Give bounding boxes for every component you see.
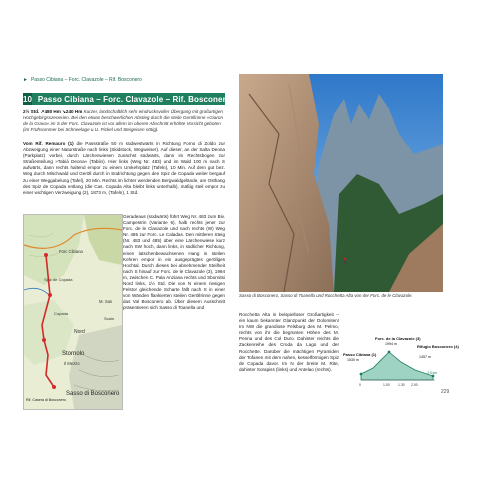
profile-tick: 2.00 <box>411 383 418 387</box>
profile-tick: 0 <box>359 383 361 387</box>
body-text-right <box>239 312 339 373</box>
profile-right-label: Rifugio Bosconero (4) <box>417 344 459 349</box>
map-label: Sasso di Bosconero <box>66 391 120 397</box>
map-label: Copada <box>54 311 69 316</box>
tour-stats: 2½ Std. ↗480 Hm ↘240 Hm <box>23 109 83 114</box>
tour-description: Kurzer, landschaftlich sehr eindrucksvoller Übergang mit großartigen Hochgebirgsszenerien. Bei den etwas beschwerlichen Abstieg durch die steile Geröllrinne »Giaron de la Grava« im S der Forc. Clavazole ist vor allem im oberen Abschnitt erhöhte Vorsicht geboten (im Frühsommer bei Schneelage u.U. Pickel und Steigeisen nötig). <box>23 109 224 132</box>
tour-number: 10 <box>23 94 32 104</box>
elevation-profile <box>343 334 459 390</box>
map-label: Il Mezzo <box>64 361 80 366</box>
map-label: Nord <box>74 329 85 335</box>
elevation-profile-graphic <box>343 334 459 390</box>
mountain-photo <box>239 74 443 292</box>
tour-title: Passo Cibiana – Forc. Clavazole – Rif. Bosconero <box>37 94 231 104</box>
page-number: 229 <box>441 389 450 395</box>
profile-tick: 1.30 <box>398 383 405 387</box>
map-label: Stornolo <box>62 351 85 357</box>
route-map <box>23 214 123 410</box>
paragraph-3: Rocchetta Alta in beispielloser Großartigkeit – ein kaum bekannter Glanzpunkt der Dolomiten! Im NW die grandiose Felsburg des M. Pelmo, rechts von ihr die begrünten Höhen des M. Penna und des Col Duro. Dahinter reichts die Zackenreihe des Croda da Lago und der Rocchette. Darüber die mächtigen Pyramiden der Tofanen mit dem nahen, kesselförmigen Spiz de Copada davor. Im N der breite M. Rite, dahinter Sorapiss (links) und Antelao (rechts). <box>239 312 339 372</box>
profile-distance: 3.5 km <box>427 371 438 375</box>
profile-right-elev: 1457 m <box>419 355 431 359</box>
tour-title-bar <box>23 93 231 105</box>
map-graphic <box>24 215 122 409</box>
map-label: Forc Cibiana <box>59 249 83 254</box>
profile-tick: 1.00 <box>383 383 390 387</box>
header-text: Passo Cibiana – Forc. Clavazole – Rif. Bosconero <box>30 77 142 83</box>
map-label: M. Sas <box>99 299 113 304</box>
paragraph-2: Geradeaus (südwärts) führt Weg Nr. 483 zum Biv. Campestrin (Variante 6), halb rechts jener zur Forc. de le Clavazole und nach rechts (W) Weg Nr. 485 zur Forc. Le Caladas. Den mittleren Steig (Nr. 483 und 485) über eine Lärchenwiese kurz nach SW hoch, dann links, in südlicher Richtung, einen latschenbewachsenen Hang in steilen Kehren empor in ein ausgeprägtes geröllges Hochtal. Durch dieses bei abnehmender Steilheit nach S hinauf zur Forc. de le Clavazole (3), 1994 m, zwischen C. Pala Anziana rechts und Sbornitsi Nord links, 1½ Std. Die von N einem riesigen Felstor gleichende Scharte fällt nach S in einer von Wänden flankierten steilen Geröllrinne gegen das Val Bosconero ab. Über diesem Ausschnitt präsentieren sich Sasso di Toanella und <box>123 214 225 311</box>
photo-image <box>239 74 443 292</box>
photo-caption: Sasso di Bosconero, Sasso di Toanella und Rocchetta Alta von der Forc. de le Clavazole. <box>239 293 413 298</box>
header-arrow-icon: ► <box>23 77 28 83</box>
tour-summary <box>23 109 225 133</box>
body-text-left <box>23 141 225 196</box>
profile-left-label: Passo Cibiana (1) <box>343 352 377 357</box>
map-label: Scain <box>104 316 115 321</box>
body-text-middle <box>123 214 225 312</box>
paragraph-1-body: die Passstraße 50 m südwestwärts in Richtung Forno di Zoldo zur Abzweigung einer Naturstraße nach links (Skidstock, Wegweiser). Auf dieser, an der Salta Deona (Parkplatz) vorbei, durch Lärchenwiesen zunächst südwärts, dann im Rechtsbogen zur Straßenteilung »Tabià Deona« (Tabiin). Hier links (Weg Nr. 483) und im Wald 100 m nach S aufwärts, dann rechts haltend empor zu einem Umkehrplatz (Tafeln), 10 Min. Auf dem gut bez. Weg durch Mischwald und Geröll durch in Südrichtung gegen den Spiz de Copada weiter bergauf zu einer Weggabelung (Tafel), 20 Min. Rechts im lichter werdenden Bergwaldgelände, am Osthang des Spiz de Copada entlang (die Cas. Copada Alta bleibt links unterhalb), mäßig steil empor zu einer wichtigen Verzweigung (2), 1873 m, (Tafeln), 1 Std. <box>23 141 225 195</box>
profile-top-label: Forc. de la Clavazole (3) <box>375 336 421 341</box>
profile-left-elev: 1530 m <box>347 358 359 362</box>
profile-top-elev: 1994 m <box>385 342 397 346</box>
paragraph-1-lead: Vom Rif. Remauro (1) <box>23 141 74 146</box>
map-label: Rif. Casera di Bosconero <box>26 398 66 402</box>
running-header <box>23 77 142 83</box>
map-label: Spiz de Copada <box>44 277 73 282</box>
paragraph-1 <box>23 141 225 196</box>
